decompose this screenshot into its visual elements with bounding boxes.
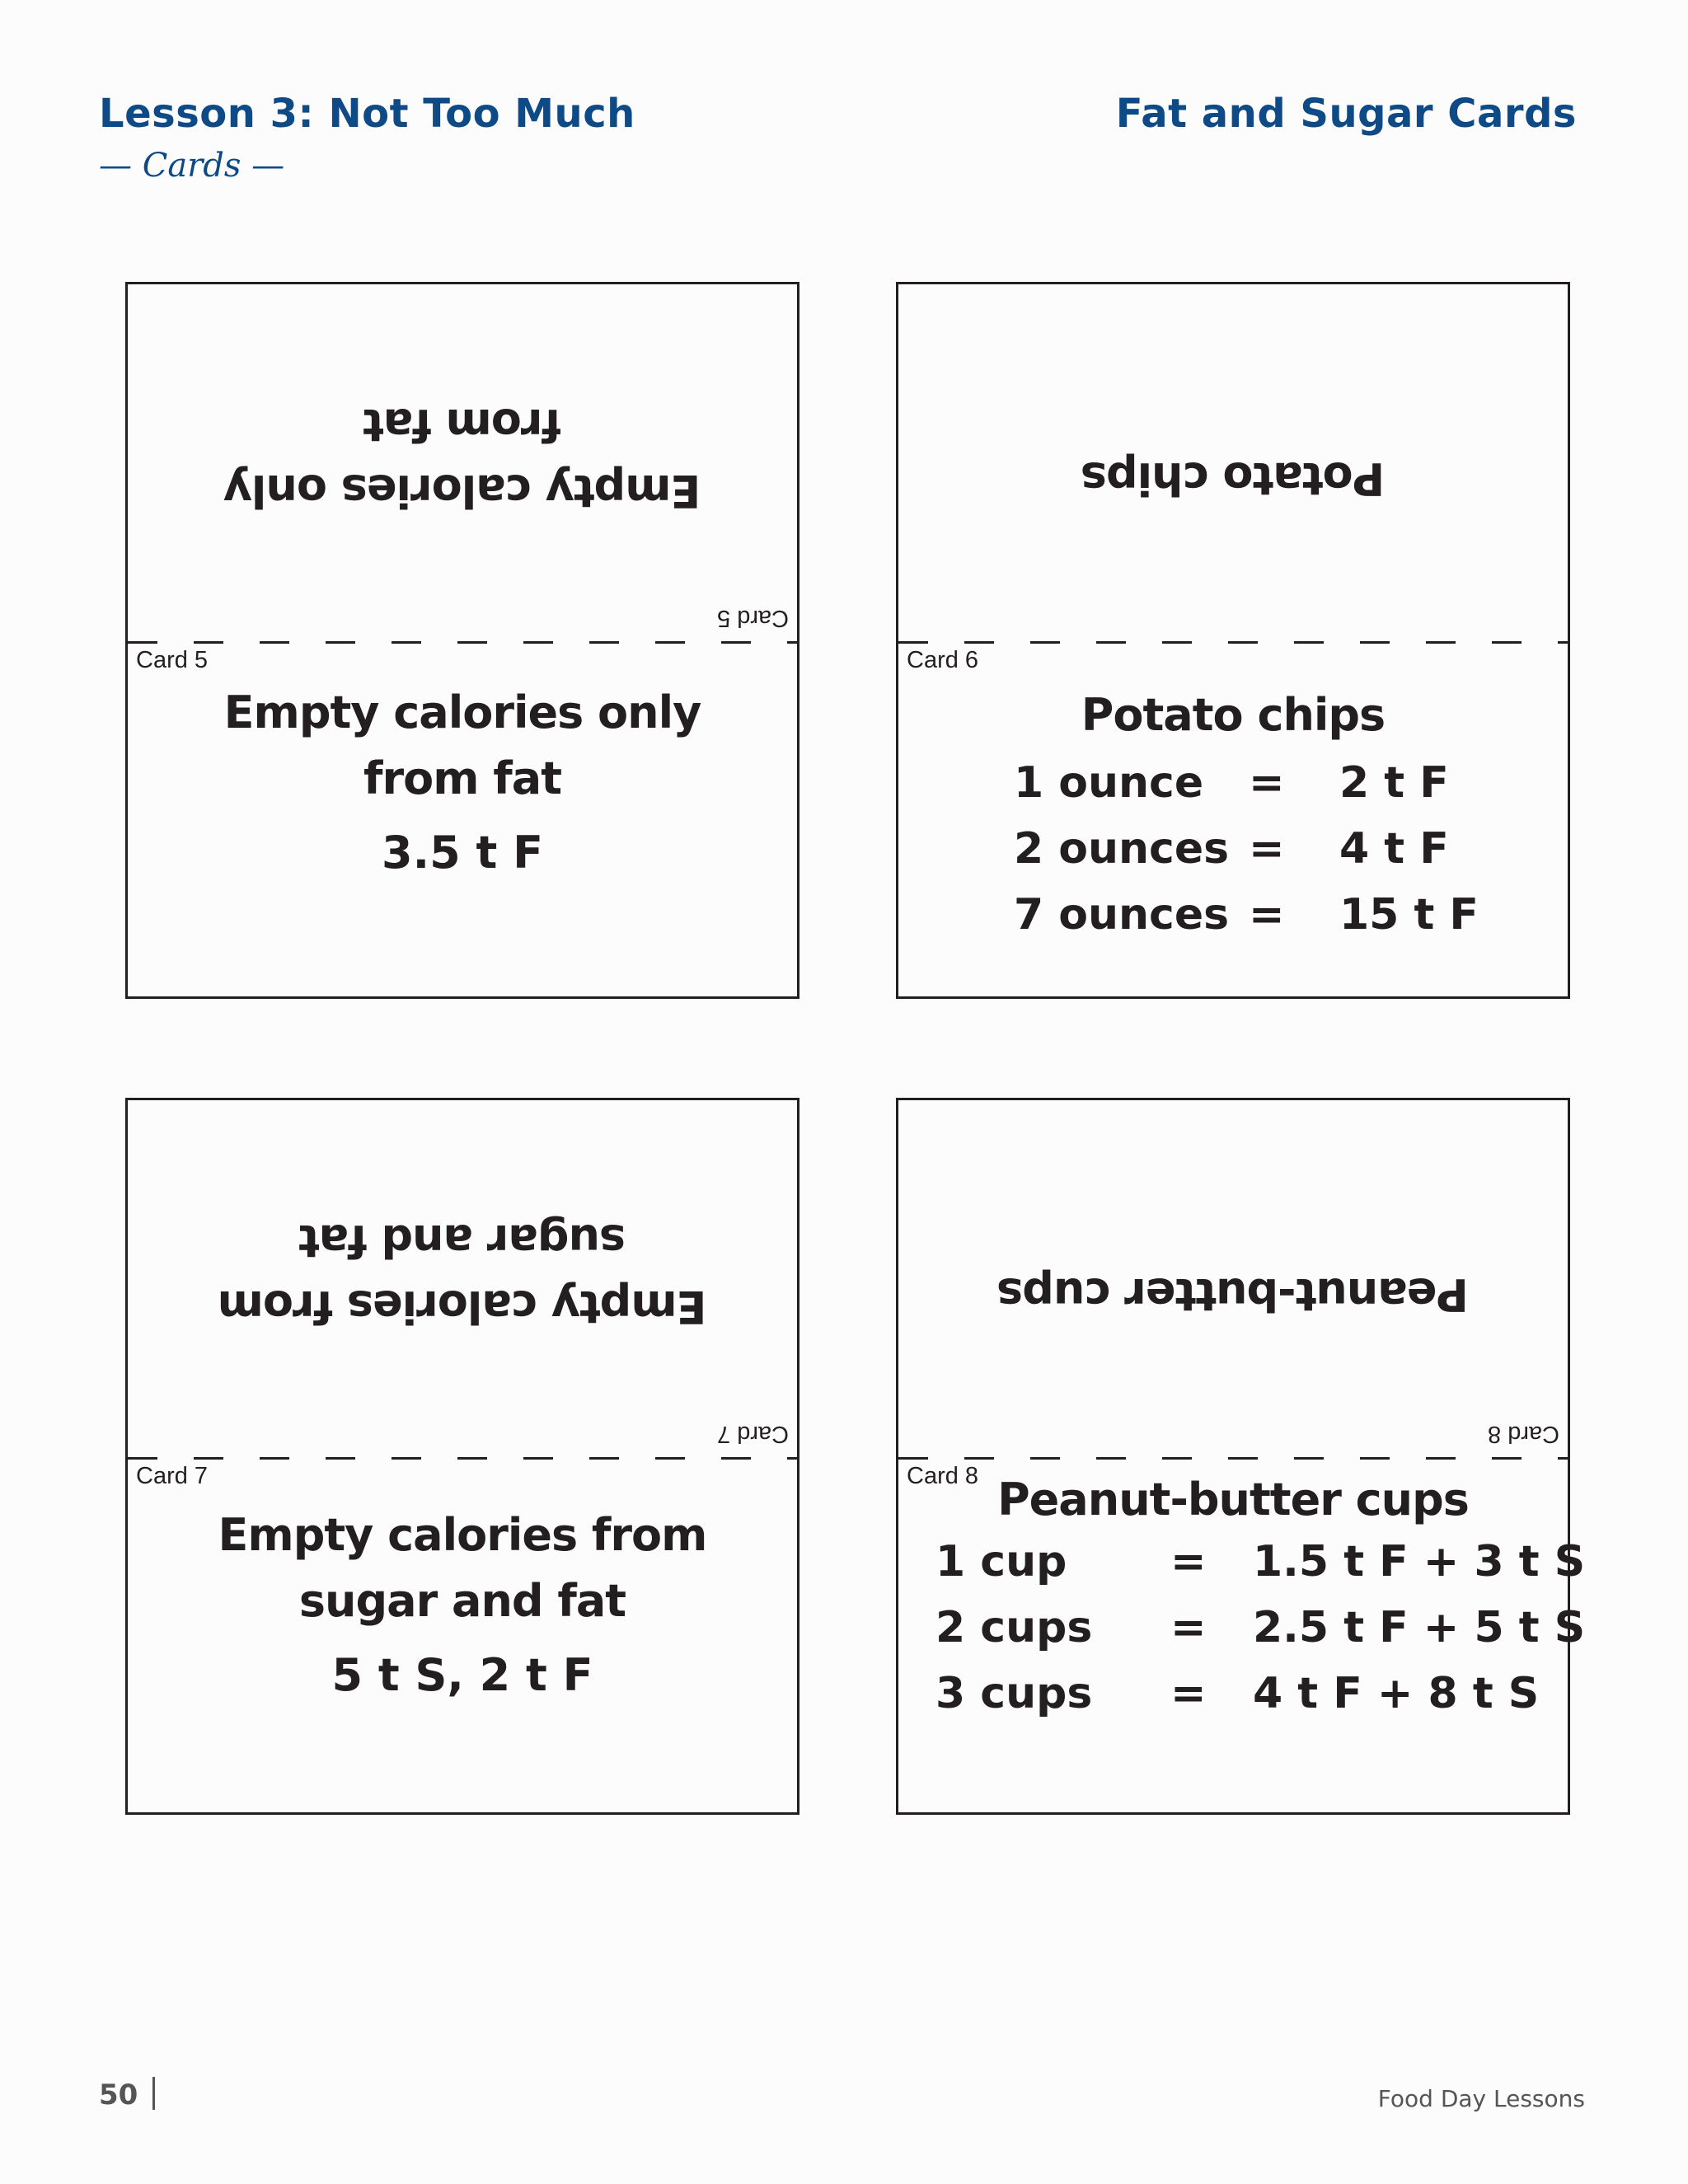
- card-top-half: [898, 284, 1568, 641]
- amount: 2 cups: [935, 1603, 1093, 1652]
- conversion-table: [1014, 758, 1525, 956]
- publication-name: Food Day Lessons: [1377, 2085, 1585, 2112]
- fold-line: [128, 1457, 797, 1460]
- card-6: [896, 282, 1570, 999]
- section-title: Fat and Sugar Cards: [1115, 91, 1577, 137]
- card-top-line: from fat: [363, 399, 562, 451]
- card-title: Peanut-butter cups: [997, 1474, 1469, 1526]
- table-row: [1014, 824, 1525, 890]
- card-top-line: Potato chips: [1081, 452, 1386, 504]
- card-label-flipped: Card 7: [716, 1421, 789, 1447]
- subtitle: — Cards —: [99, 147, 285, 185]
- fold-line: [898, 641, 1568, 644]
- amount: 7 ounces: [1014, 890, 1230, 940]
- card-label: Card 8: [907, 1463, 979, 1489]
- card-label: Card 7: [136, 1463, 209, 1489]
- equals: =: [1170, 1603, 1207, 1652]
- fold-line: [128, 641, 797, 644]
- result: 4 t F + 8 t S: [1253, 1669, 1540, 1718]
- equals: =: [1170, 1537, 1207, 1586]
- equals: =: [1249, 824, 1285, 874]
- card-line: sugar and fat: [298, 1575, 626, 1627]
- card-bottom-text: [128, 1502, 797, 1701]
- table-row: [935, 1669, 1545, 1735]
- amount: 1 cup: [935, 1537, 1067, 1586]
- card-line: Empty calories only: [223, 687, 701, 738]
- card-top-half: [898, 1100, 1568, 1457]
- result: 1.5 t F + 3 t S: [1253, 1537, 1586, 1586]
- card-7: [125, 1098, 799, 1815]
- card-bottom-text: [898, 1467, 1568, 1533]
- card-label: Card 5: [136, 647, 209, 673]
- card-bottom-text: [128, 680, 797, 879]
- amount: 2 ounces: [1014, 824, 1230, 874]
- footer-divider: [152, 2077, 155, 2110]
- equals: =: [1170, 1669, 1207, 1718]
- result: 4 t F: [1339, 824, 1449, 874]
- result: 15 t F: [1339, 890, 1479, 940]
- card-8: [896, 1098, 1586, 1815]
- result: 2.5 t F + 5 t S: [1253, 1603, 1586, 1652]
- card-top-text: [128, 391, 797, 523]
- card-label-flipped: Card 5: [716, 605, 789, 631]
- card-top-half: [128, 284, 797, 641]
- amount: 1 ounce: [1014, 758, 1204, 808]
- card-line: Empty calories from: [218, 1509, 707, 1561]
- card-top-line: Empty calories only: [223, 465, 701, 517]
- card-top-line: sugar and fat: [298, 1215, 626, 1267]
- page-number: 50: [99, 2079, 138, 2111]
- card-title: Potato chips: [1081, 689, 1386, 741]
- table-row: [1014, 758, 1525, 824]
- card-5: [125, 282, 799, 999]
- card-top-half: [128, 1100, 797, 1457]
- card-top-text: [898, 445, 1568, 511]
- lesson-title: Lesson 3: Not Too Much: [99, 91, 635, 137]
- table-row: [935, 1537, 1586, 1603]
- equals: =: [1249, 758, 1285, 808]
- fold-line: [898, 1457, 1568, 1460]
- amount: 3 cups: [935, 1669, 1093, 1718]
- table-row: [935, 1603, 1586, 1669]
- card-label: Card 6: [907, 647, 979, 673]
- card-label-flipped: Card 8: [1487, 1421, 1559, 1447]
- card-top-line: Empty calories from: [218, 1281, 707, 1333]
- card-value: 3.5 t F: [382, 827, 543, 879]
- result: 2 t F: [1339, 758, 1449, 808]
- card-line: from fat: [363, 752, 562, 804]
- conversion-table: [935, 1537, 1586, 1735]
- card-top-text: [128, 1207, 797, 1339]
- card-top-line: Peanut-butter cups: [997, 1268, 1469, 1320]
- card-value: 5 t S, 2 t F: [331, 1649, 593, 1701]
- card-top-text: [898, 1261, 1568, 1327]
- table-row: [1014, 890, 1525, 956]
- card-bottom-text: [898, 682, 1568, 748]
- equals: =: [1249, 890, 1285, 940]
